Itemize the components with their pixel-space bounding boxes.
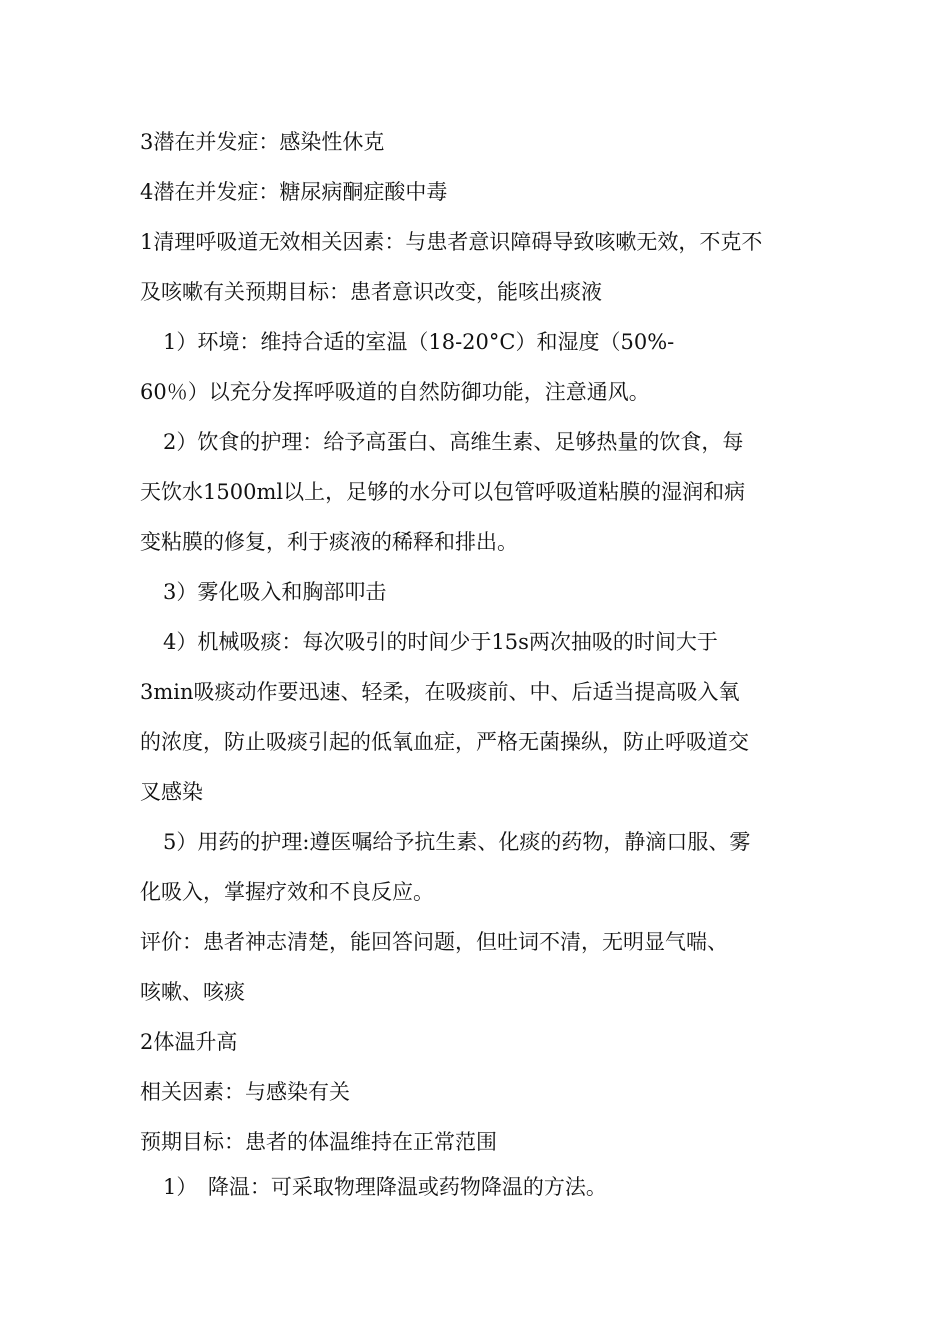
text-line: 1） 降温：可采取物理降温或药物降温的方法。 <box>163 1175 607 1199</box>
text-line: 1清理呼吸道无效相关因素：与患者意识障碍导致咳嗽无效，不克不 <box>140 230 763 254</box>
text-line: 4）机械吸痰：每次吸引的时间少于15s两次抽吸的时间大于 <box>163 630 718 654</box>
text-line: 1）环境：维持合适的室温（18-20°C）和湿度（50%- <box>163 330 675 354</box>
text-line: 预期目标：患者的体温维持在正常范围 <box>140 1130 497 1154</box>
text-line: 咳嗽、咳痰 <box>140 980 245 1004</box>
text-line: 2体温升高 <box>140 1030 238 1054</box>
text-line: 4潜在并发症：糖尿病酮症酸中毒 <box>140 180 448 204</box>
text-line: 相关因素：与感染有关 <box>140 1080 350 1104</box>
text-line: 化吸入，掌握疗效和不良反应。 <box>140 880 434 904</box>
text-line: 变粘膜的修复，利于痰液的稀释和排出。 <box>140 530 518 554</box>
text-line: 5）用药的护理:遵医嘱给予抗生素、化痰的药物，静滴口服、雾 <box>163 830 751 854</box>
text-line: 3）雾化吸入和胸部叩击 <box>163 580 387 604</box>
text-line: 评价：患者神志清楚，能回答问题，但吐词不清，无明显气喘、 <box>140 930 728 954</box>
text-line: 天饮水1500ml以上，足够的水分可以包管呼吸道粘膜的湿润和病 <box>140 480 746 504</box>
text-line: 3min吸痰动作要迅速、轻柔，在吸痰前、中、后适当提高吸入氧 <box>140 680 740 704</box>
text-line: 2）饮食的护理：给予高蛋白、高维生素、足够热量的饮食，每 <box>163 430 744 454</box>
text-line: 及咳嗽有关预期目标：患者意识改变，能咳出痰液 <box>140 280 602 304</box>
text-line: 60％）以充分发挥呼吸道的自然防御功能，注意通风。 <box>140 380 650 404</box>
text-line: 叉感染 <box>140 780 203 804</box>
text-line: 的浓度，防止吸痰引起的低氧血症，严格无菌操纵，防止呼吸道交 <box>140 730 749 754</box>
text-line: 3潜在并发症：感染性休克 <box>140 130 385 154</box>
